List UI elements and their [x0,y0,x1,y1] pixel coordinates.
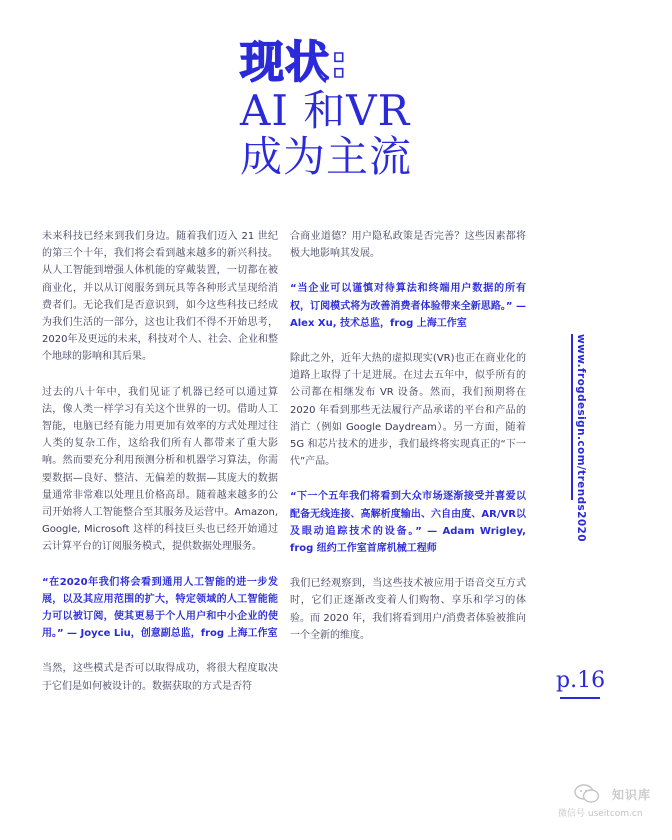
page-number-underline [560,697,600,699]
title-line-1: AI 和VR [240,86,411,135]
pull-quote: “下一个五年我们将看到大众市场逐渐接受并喜爱以配备无线连接、高解析度输出、六自由度、AR/VR以及眼动追踪技术的设备。” — Adam Wrigley, frog 纽约工作室首席机械工程师 [290,491,526,555]
paragraph: 我们已经观察到，当这些技术被应用于语音交互方式时，它们正逐渐改变着人们购物、享乐和学习的体验。而 2020 年，我们将看到用户/消费者体验被推向一个全新的维度。 [290,578,526,641]
paragraph: 除此之外，近年大热的虚拟现实(VR)也正在商业化的道路上取得了十足进展。在过去五年中，似乎所有的公司都在相继发布 VR 设备。然而，我们预期将在 2020 年看到那些无法履行产品承诺的平台和产品的消亡（例如 Google Daydream）。另一方面，随着 5G 和芯片技术的进步，我们最终将实现真正的“下一代”产品。 [290,353,526,468]
paragraph: 未来科技已经来到我们身边。随着我们迈入 21 世纪的第三个十年，我们将会看到越来越多的新兴科技。从人工智能到增强人体机能的穿戴装置，一切都在被商业化，并以从订阅服务到玩具等各种形式呈现给消费者们。无论我们是否意识到，如今这些科技已经成为我们生活的一部分，这也让我们不得不开始思考，2020年及更远的未来，科技对个人、社会、企业和整个地球的影响和其后果。 [42,231,278,363]
side-url-link[interactable]: www.frogdesign.com/trends2020 [571,334,587,500]
pull-quote: “当企业可以谨慎对待算法和终端用户数据的所有权，订阅模式将为改善消费者体验带来全新思路。” — Alex Xu, 技术总监，frog 上海工作室 [290,283,526,329]
paragraph: 当然，这些模式是否可以取得成功，将很大程度取决于它们是如何被设计的。数据获取的方式是否符 [42,663,278,692]
watermark-name: 知识库 [612,788,652,802]
left-column [42,228,278,713]
right-column [290,228,526,662]
paragraph: 合商业道德？用户隐私政策是否完善？这些因素都将极大地影响其发展。 [290,231,526,260]
watermark-account: 微信号 useitcom.cn [558,809,643,819]
title-block [240,38,412,180]
wechat-icon [574,784,600,804]
paragraph: 过去的八十年中，我们见证了机器已经可以通过算法，像人类一样学习有关这个世界的一切。借助人工智能，电脑已经有能力用更加有效率的方式处理过往人类的复杂工作，这给我们所有人都带来了重大影响。然而要充分利用预测分析和机器学习算法，你需要数据—良好、整洁、无偏差的数据—其庞大的数据量通常非常难以处理且价格高昂。随着越来越多的公司开始将人工智能整合至其服务及运营中。Amazon, Google, Microsoft 这样的科技巨头也已经开始通过云计算平台的订阅服务模式，提供数据处理服务。 [42,386,278,553]
page-number: p.16 [556,668,606,693]
title-line-2: 成为主流 [240,132,413,181]
pull-quote: “在2020年我们将会看到通用人工智能的进一步发展，以及其应用范围的扩大，特定领域的人工智能能力可以被订阅，使其更易于个人用户和中小企业的使用。” — Joyce Liu，创意副总监，frog 上海工作室 [42,576,278,640]
title-outline-text: 现状: [240,37,349,88]
